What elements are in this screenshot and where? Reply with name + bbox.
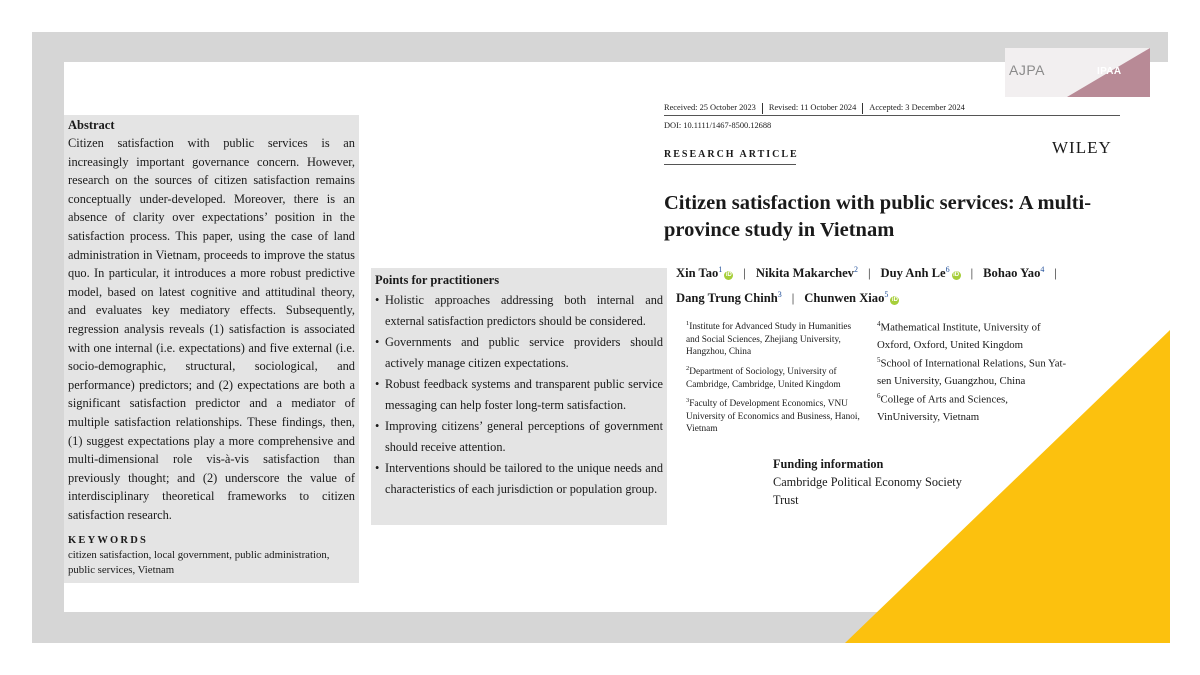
author-name: Bohao Yao$^4$ xyxy=(983,265,1045,281)
funding-body: Cambridge Political Economy Society Trust xyxy=(773,475,962,507)
affiliation-5: $^5$School of International Relations, Sun Yat-sen University, Guangzhou, China xyxy=(877,356,1067,388)
abstract-heading: Abstract xyxy=(68,118,115,132)
author-name: Xin Tao$^1$iD xyxy=(676,265,732,281)
practitioners-heading: Points for practitioners xyxy=(375,273,500,287)
author-name: Nikita Makarchev$^2$ xyxy=(755,265,858,281)
ipaa-logo: IPAA xyxy=(1097,66,1122,77)
list-item: • Holistic approaches addressing both internal and external satisfaction predictors should be considered. xyxy=(375,290,663,332)
abstract-panel xyxy=(64,115,359,583)
orcid-icon[interactable]: iD xyxy=(953,272,960,279)
keywords-list: citizen satisfaction, local government, public administration, public services, Vietnam xyxy=(68,549,330,576)
affiliation-6: $^6$College of Arts and Sciences, VinUniversity, Vietnam xyxy=(877,392,1008,424)
list-item: • Interventions should be tailored to the unique needs and characteristics of each jurisdiction or population group. xyxy=(375,458,663,500)
list-item: • Robust feedback systems and transparent public service messaging can help foster long-term satisfaction. xyxy=(375,374,663,416)
list-item: • Improving citizens’ general perceptions of government should receive attention. xyxy=(375,416,663,458)
orcid-icon[interactable]: iD xyxy=(891,297,898,304)
list-item: • Governments and public service providers should actively manage citizen expectations. xyxy=(375,332,663,374)
publisher-logo: WILEY xyxy=(1052,138,1112,157)
article-dates xyxy=(664,102,965,114)
ajpa-logo: AJPA xyxy=(1009,62,1045,78)
orcid-icon[interactable]: iD xyxy=(725,272,732,279)
author-name: Chunwen Xiao$^5$iD xyxy=(804,290,898,306)
article-title: Citizen satisfaction with public services: A multi-province study in Vietnam xyxy=(664,192,1092,241)
article-type: RESEARCH ARTICLE xyxy=(664,149,799,160)
divider xyxy=(664,164,796,165)
author-name: Dang Trung Chinh$^3$ xyxy=(676,290,782,306)
affiliation-2: $^2$Department of Sociology, University of Cambridge, Cambridge, United Kingdom xyxy=(686,365,841,390)
accepted-date: Accepted: 3 December 2024 xyxy=(869,103,965,112)
received-date: Received: 25 October 2023 xyxy=(664,103,756,112)
affiliation-4: $^4$Mathematical Institute, University of Oxford, Oxford, United Kingdom xyxy=(877,320,1041,352)
doi: DOI: 10.1111/1467-8500.12688 xyxy=(664,121,772,130)
funding-heading: Funding information xyxy=(773,457,884,471)
affiliation-1: $^1$Institute for Advanced Study in Humanities and Social Sciences, Zhejiang University, Hangzhou, China xyxy=(686,320,852,357)
author-list: Xin Tao$^1$iD | Nikita Makarchev$^2$ | Duy Anh Le$^6$iD | Bohao Yao$^4$ | Dang Trung Chinh$^3$ | Chunwen Xiao$^5$iD xyxy=(676,265,1057,306)
journal-logo xyxy=(1005,48,1150,97)
practitioners-panel xyxy=(371,268,667,525)
abstract-body: Citizen satisfaction with public services is an increasingly important governance concern. However, research on the sources of citizen satisfaction remains conceptually under-developed. Moreover, there is an absence of clarity over expectations’ position in the satisfaction process. This paper, using the case of land administration in Vietnam, proceeds to improve the status quo. In particular, it introduces a more robust predictive model, based on latest cognitive and attitudinal theory, and evaluates key mediatory effects. Subsequently, regression analysis reveals (1) satisfaction is associated with one internal (i.e. expectations) and five external (i.e. socio-demographic, structural, sociological, and performance) predictors; and (2) expectations are both a significant satisfaction predictor and a mediator of multiple satisfaction relationships. These findings, then, (1) suggest expectations play a more comprehensive and multi-dimensional role vis-à-vis satisfaction than previously thought; and (2) underscore the value of interdisciplinary theoretical frameworks to citizen satisfaction research. xyxy=(68,136,355,522)
practitioners-list xyxy=(375,290,663,500)
author-name: Duy Anh Le$^6$iD xyxy=(880,265,960,281)
affiliation-3: $^3$Faculty of Development Economics, VNU University of Economics and Business, Hanoi, Vietnam xyxy=(686,397,860,434)
keywords-heading: KEYWORDS xyxy=(68,535,149,547)
revised-date: Revised: 11 October 2024 xyxy=(768,103,857,112)
divider xyxy=(664,115,1120,116)
